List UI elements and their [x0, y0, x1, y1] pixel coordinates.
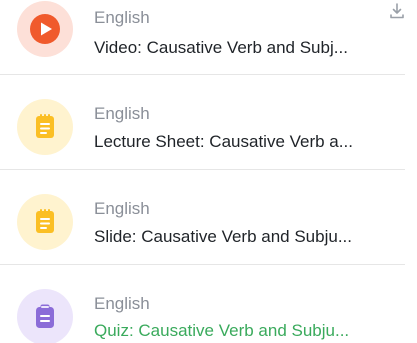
divider — [0, 169, 405, 170]
item-subject: English — [94, 199, 150, 218]
note-icon — [17, 99, 73, 155]
list-item-video[interactable] — [0, 0, 405, 74]
clipboard-icon — [17, 289, 73, 343]
note-icon — [17, 194, 73, 250]
item-title: Lecture Sheet: Causative Verb a... — [94, 132, 353, 151]
play-icon — [17, 1, 73, 57]
divider — [0, 74, 405, 75]
list-item-lecture-sheet[interactable] — [0, 78, 405, 172]
download-icon[interactable] — [388, 2, 406, 20]
item-subject: English — [94, 104, 150, 123]
list-item-slide[interactable] — [0, 173, 405, 267]
divider — [0, 264, 405, 265]
list-item-quiz[interactable] — [0, 268, 405, 343]
item-subject: English — [94, 294, 150, 313]
item-title: Video: Causative Verb and Subj... — [94, 38, 348, 57]
item-title: Slide: Causative Verb and Subju... — [94, 227, 352, 246]
item-title: Quiz: Causative Verb and Subju... — [94, 321, 350, 340]
item-subject: English — [94, 8, 150, 27]
